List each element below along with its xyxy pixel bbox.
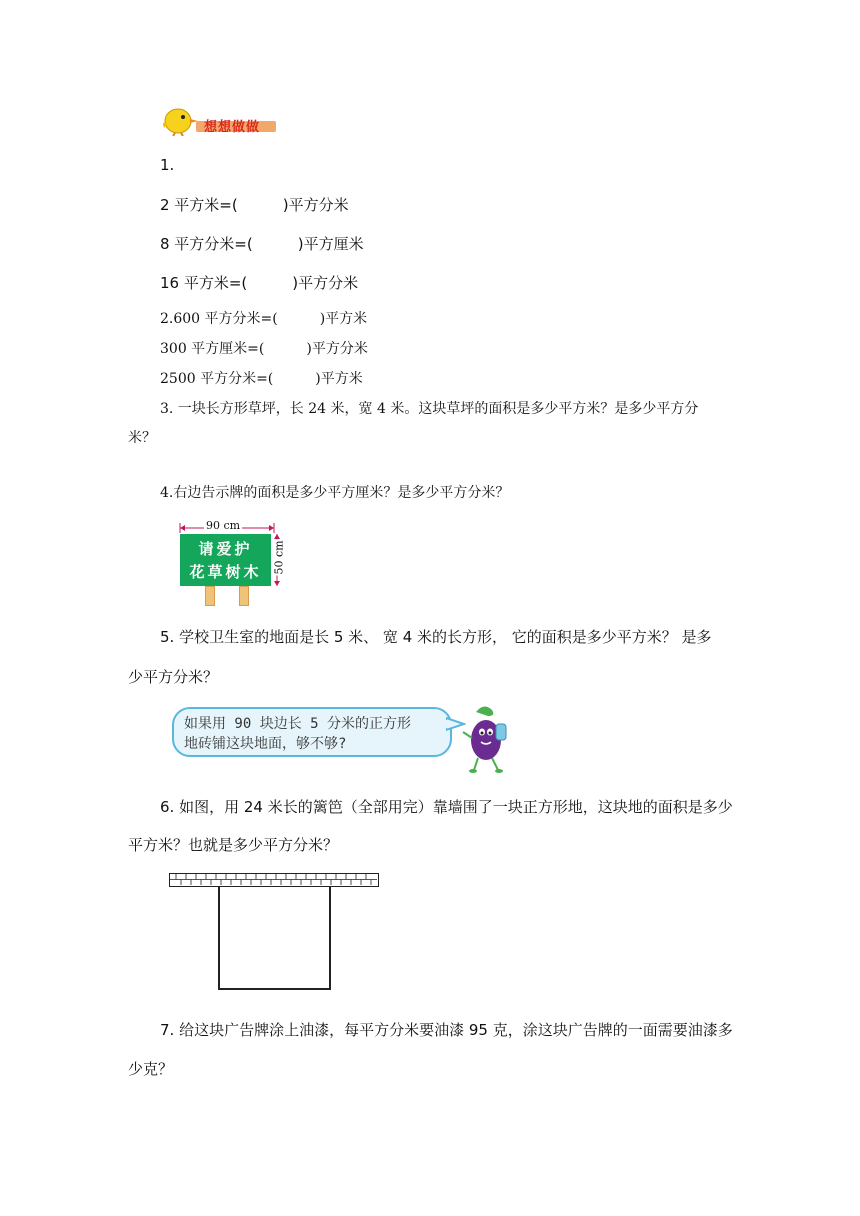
q1-line-3: 16 平方米=( )平方分米 bbox=[160, 274, 359, 292]
wall bbox=[169, 873, 379, 887]
sign-post-right bbox=[239, 586, 249, 606]
fenced-square bbox=[218, 887, 331, 990]
sign-board bbox=[180, 534, 271, 586]
sign-post-left bbox=[205, 586, 215, 606]
q5-line-2: 少平方分米？ bbox=[128, 668, 219, 686]
q2-line-1: 2.600 平方分米=( )平方米 bbox=[160, 311, 368, 327]
bubble-line-1: 如果用 90 块边长 5 分米的正方形 bbox=[184, 716, 412, 732]
width-label: 90 cm bbox=[206, 519, 241, 532]
q7-line-2: 少克？ bbox=[128, 1060, 174, 1078]
q5-line-1: 5. 学校卫生室的地面是长 5 米、 宽 4 米的长方形， 它的面积是多少平方米？ 是多 bbox=[160, 628, 712, 646]
q1-line-1: 2 平方米=( )平方分米 bbox=[160, 196, 349, 214]
q1-number: 1. bbox=[160, 156, 175, 174]
q3-line-1: 3. 一块长方形草坪，长 24 米，宽 4 米。这块草坪的面积是多少平方米？是多少平方分 bbox=[160, 401, 699, 417]
q7-line-1: 7. 给这块广告牌涂上油漆，每平方分米要油漆 95 克，涂这块广告牌的一面需要油漆多 bbox=[160, 1021, 733, 1039]
q2-line-3: 2500 平方分米=( )平方米 bbox=[160, 371, 363, 387]
chick-icon bbox=[158, 104, 202, 136]
height-label: 50 cm bbox=[272, 540, 286, 575]
sign-row-2: 花草树木 bbox=[189, 563, 262, 581]
eggplant-character-icon bbox=[462, 702, 522, 776]
q1-line-2: 8 平方分米=( )平方厘米 bbox=[160, 235, 364, 253]
speech-bubble bbox=[172, 707, 452, 757]
sign-row-1: 请爱护 bbox=[198, 540, 253, 558]
q6-line-2: 平方米？也就是多少平方分米？ bbox=[128, 836, 339, 854]
bubble-line-2: 地砖铺这块地面，够不够? bbox=[184, 736, 347, 752]
q4-text: 4.右边告示牌的面积是多少平方厘米？是多少平方分米？ bbox=[160, 485, 510, 501]
q3-line-2: 米？ bbox=[128, 430, 156, 446]
q6-line-1: 6. 如图，用 24 米长的篱笆（全部用完）靠墙围了一块正方形地，这块地的面积是多少 bbox=[160, 798, 733, 816]
badge-title: 想想做做 bbox=[204, 120, 261, 135]
q2-line-2: 300 平方厘米=( )平方分米 bbox=[160, 341, 368, 357]
